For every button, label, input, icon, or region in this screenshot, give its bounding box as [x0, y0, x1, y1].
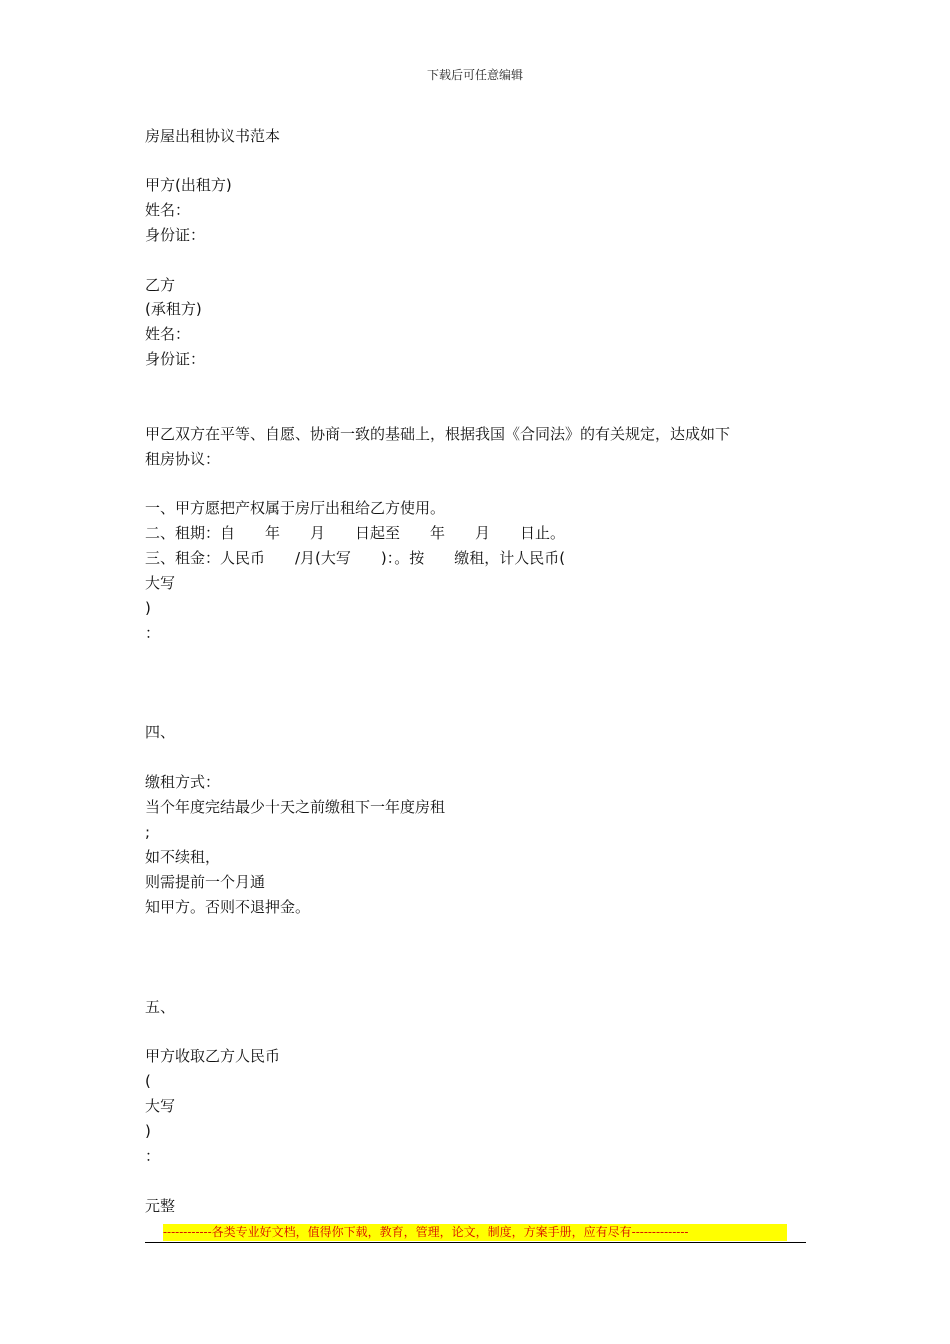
page-header-note: 下载后可任意编辑 — [426, 68, 523, 82]
party-b-heading-role: (承租方) — [145, 300, 202, 318]
clause-3-line-4: ： — [145, 624, 161, 642]
footer-promo-banner: ------------各类专业好文档，值得你下载，教育，管理，论文，制度，方案手册，应有尽有-------------- — [163, 1224, 787, 1241]
clause-5-number: 五、 — [145, 998, 176, 1016]
clause-5-line-6: 元整 — [145, 1197, 176, 1215]
clause-2: 二、租期：自 年 月 日起至 年 月 日止。 — [145, 524, 566, 542]
clause-4-number: 四、 — [145, 723, 176, 741]
party-b-name-label: 姓名： — [145, 325, 191, 343]
clause-5-line-4: ) — [145, 1122, 151, 1140]
clause-4-line-4: 如不续租， — [145, 848, 221, 866]
clause-1: 一、甲方愿把产权属于房厅出租给乙方使用。 — [145, 499, 446, 517]
clause-5-line-1: 甲方收取乙方人民币 — [145, 1047, 281, 1065]
party-a-heading: 甲方(出租方) — [145, 176, 232, 194]
clause-5-line-3: 大写 — [145, 1097, 176, 1115]
clause-4-line-3: ; — [145, 823, 151, 841]
clause-5-line-2: ( — [145, 1072, 151, 1090]
clause-4-line-2: 当个年度完结最少十天之前缴租下一年度房租 — [145, 798, 446, 816]
clause-3-line-3: ) — [145, 599, 151, 617]
party-b-id-label: 身份证： — [145, 350, 206, 368]
clause-4-line-1: 缴租方式： — [145, 773, 221, 791]
clause-3-line-2: 大写 — [145, 574, 176, 592]
party-a-id-label: 身份证： — [145, 226, 206, 244]
party-b-heading: 乙方 — [145, 276, 176, 294]
intro-paragraph-line-1: 甲乙双方在平等、自愿、协商一致的基础上，根据我国《合同法》的有关规定，达成如下 — [145, 425, 731, 443]
clause-4-line-6: 知甲方。否则不退押金。 — [145, 898, 311, 916]
clause-4-line-5: 则需提前一个月通 — [145, 873, 266, 891]
intro-paragraph-line-2: 租房协议： — [145, 450, 221, 468]
document-title: 房屋出租协议书范本 — [145, 127, 281, 145]
clause-3-line-1: 三、租金：人民币 /月(大写 )：。按 缴租，计人民币( — [145, 549, 566, 567]
clause-5-line-5: ： — [145, 1147, 161, 1165]
party-a-name-label: 姓名： — [145, 201, 191, 219]
footer-divider — [145, 1242, 806, 1243]
